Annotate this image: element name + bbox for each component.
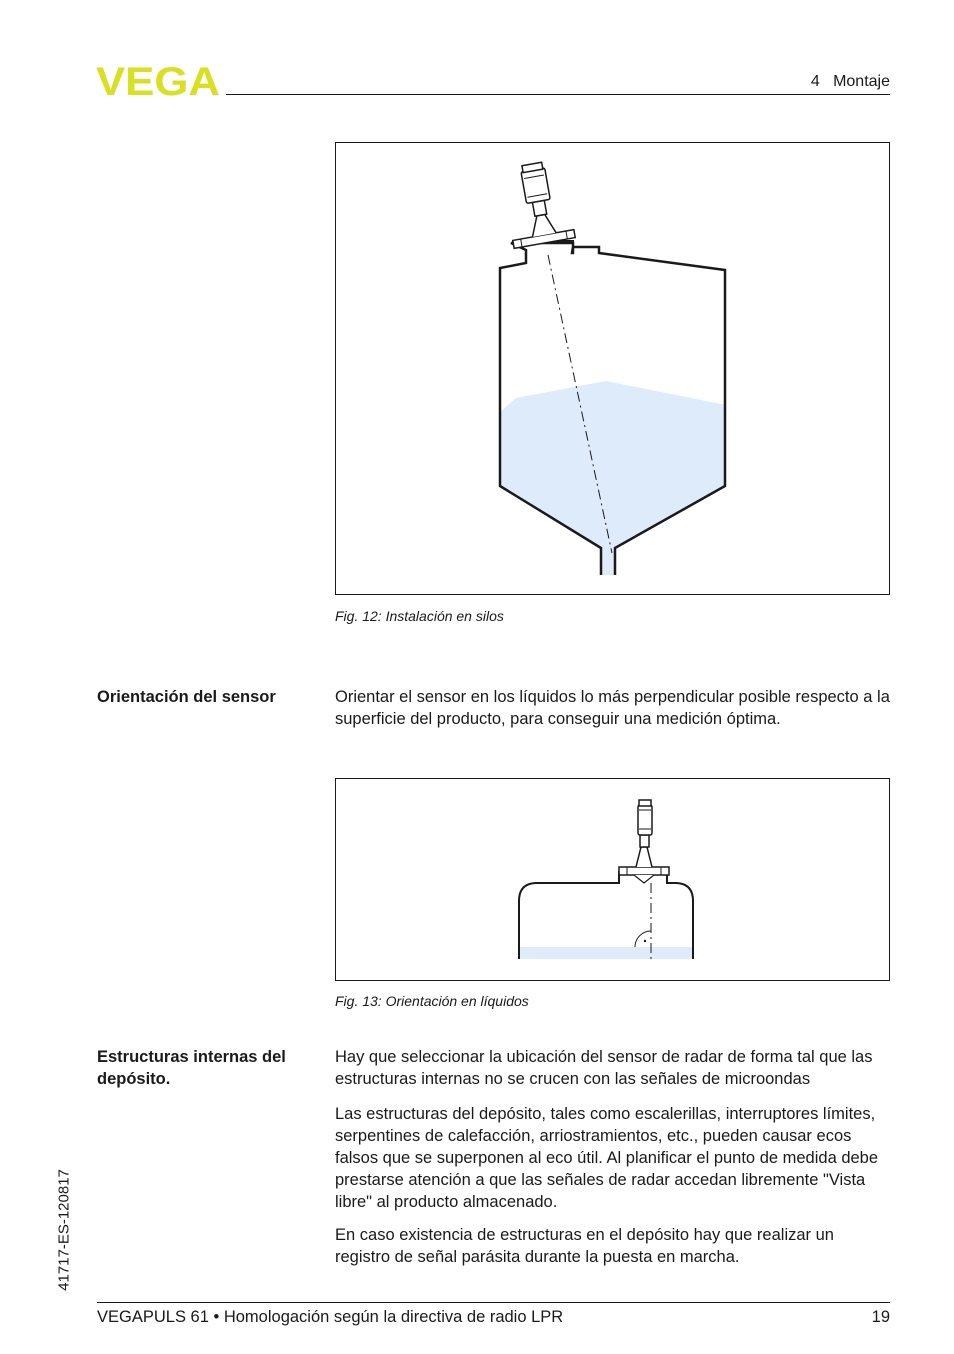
liquid-fill	[520, 947, 692, 959]
margin-heading: Estructuras internas del depósito.	[97, 1048, 286, 1088]
figure-liquid-orientation	[335, 778, 890, 981]
body-paragraph: Las estructuras del depósito, tales como escalerillas, interruptores límites, serpentines de calefacción, arriostramientos, etc., pueden causar ecos falsos que se superponen al eco útil. Al planificar el punto de medida debe prestarse atención a que las señales de radar accedan libremente "Vista libre" al producto almacenado.	[335, 1105, 879, 1211]
document-id: 41717-ES-120817	[55, 1169, 73, 1291]
figure-caption: Fig. 12: Instalación en silos	[335, 608, 504, 624]
body-paragraph: Hay que seleccionar la ubicación del sensor de radar de forma tal que las estructuras internas no se crucen con las señales de microondas	[335, 1048, 873, 1088]
margin-heading: Orientación del sensor	[97, 688, 276, 706]
tank-outline	[519, 871, 693, 959]
body-paragraph: En caso existencia de estructuras en el depósito hay que realizar un registro de señal parásita durante la puesta en marcha.	[335, 1226, 834, 1266]
footer-title: VEGAPULS 61 • Homologación según la directiva de radio LPR	[97, 1308, 564, 1326]
header-rule	[226, 94, 890, 95]
figure-silo-installation	[335, 142, 890, 595]
page-number: 19	[871, 1308, 890, 1326]
svg-text:VEGA: VEGA	[96, 64, 220, 98]
vega-logo	[96, 64, 220, 98]
figure-caption: Fig. 13: Orientación en líquidos	[335, 993, 529, 1009]
sensor-icon	[619, 800, 669, 883]
bulk-product-fill	[499, 381, 726, 575]
tank-illustration	[336, 779, 891, 982]
silo-illustration	[336, 143, 891, 596]
body-paragraph: Orientar el sensor en los líquidos lo más perpendicular posible respecto a la superficie del producto, para conseguir una medición óptima.	[335, 688, 890, 728]
chapter-label: 4 Montaje	[810, 73, 890, 90]
sensor-icon	[500, 159, 575, 249]
right-angle-mark	[635, 931, 651, 947]
footer-rule	[97, 1302, 890, 1303]
